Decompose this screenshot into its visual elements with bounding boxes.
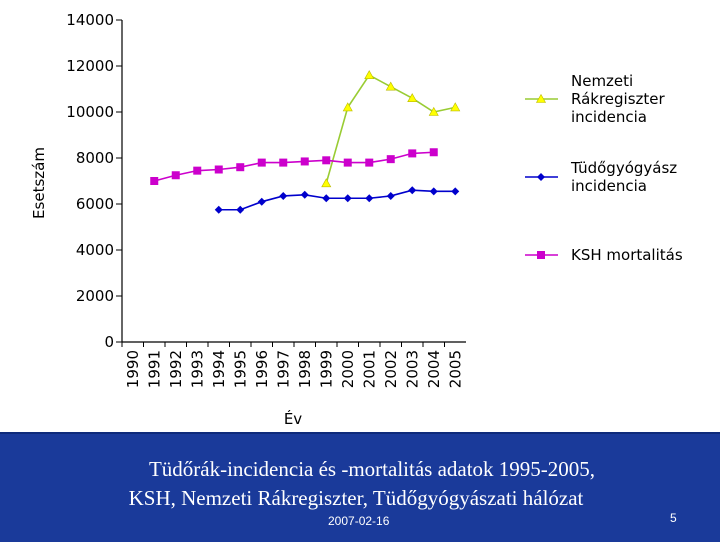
data-point xyxy=(172,171,180,179)
y-tick-label: 12000 xyxy=(66,57,114,75)
caption-line-1: Tüdőrák-incidencia és -mortalitás adatok 1995-2005, xyxy=(148,457,596,481)
y-tick-label: 2000 xyxy=(75,287,114,305)
x-tick-label: 1994 xyxy=(209,350,228,389)
data-point xyxy=(387,192,395,200)
y-tick-label: 8000 xyxy=(75,149,114,167)
data-point xyxy=(322,194,330,202)
data-point xyxy=(365,71,374,79)
data-point xyxy=(430,148,438,156)
x-tick-label: 2004 xyxy=(424,350,443,389)
series-line xyxy=(219,190,456,210)
data-point xyxy=(215,206,223,214)
slide-date: 2007-02-16 xyxy=(328,514,390,528)
y-tick-label: 0 xyxy=(104,333,114,351)
data-point xyxy=(193,167,201,175)
data-point xyxy=(344,194,352,202)
legend-label: KSH mortalitás xyxy=(571,246,683,264)
legend-label: Tüdőgyógyász xyxy=(571,159,678,177)
data-point xyxy=(279,192,287,200)
data-point xyxy=(365,159,373,167)
x-axis-title: Év xyxy=(283,410,303,428)
x-tick-label: 1992 xyxy=(166,350,185,389)
x-tick-label: 1993 xyxy=(188,350,207,389)
legend-item-2 xyxy=(525,246,683,264)
x-tick-label: 1995 xyxy=(231,350,250,389)
legend-label: incidencia xyxy=(571,177,647,195)
series-line xyxy=(326,75,455,183)
data-point xyxy=(408,94,417,102)
legend-label: Nemzeti xyxy=(571,72,634,90)
data-point xyxy=(365,194,373,202)
legend-item-0 xyxy=(525,72,666,126)
data-point xyxy=(279,159,287,167)
x-tick-label: 1991 xyxy=(145,350,164,389)
data-point xyxy=(451,103,460,111)
data-point xyxy=(430,187,438,195)
data-point xyxy=(258,159,266,167)
data-point xyxy=(301,157,309,165)
x-tick-label: 2000 xyxy=(338,350,357,389)
data-point xyxy=(322,179,331,187)
data-point xyxy=(322,156,330,164)
y-tick-label: 10000 xyxy=(66,103,114,121)
data-point xyxy=(386,82,395,90)
data-point xyxy=(387,155,395,163)
data-point xyxy=(408,186,416,194)
x-tick-label: 2005 xyxy=(446,350,465,389)
series-layer xyxy=(150,71,460,214)
data-point xyxy=(451,187,459,195)
data-point xyxy=(301,191,309,199)
x-tick-label: 2002 xyxy=(381,350,400,389)
page-number: 5 xyxy=(670,511,677,525)
series-2 xyxy=(150,148,438,185)
x-tick-label: 1996 xyxy=(252,350,271,389)
y-tick-label: 14000 xyxy=(66,11,114,29)
legend-label: Rákregiszter xyxy=(571,90,665,108)
x-tick-label: 1990 xyxy=(123,350,142,389)
y-axis-title: Esetszám xyxy=(30,147,48,219)
x-tick-label: 1999 xyxy=(317,350,336,389)
y-tick-label: 6000 xyxy=(75,195,114,213)
y-axis-ticks xyxy=(66,11,122,351)
legend-item-1 xyxy=(525,159,677,195)
x-tick-label: 1997 xyxy=(274,350,293,389)
legend-marker xyxy=(537,251,545,259)
data-point xyxy=(344,159,352,167)
x-axis-ticks xyxy=(122,342,464,388)
data-point xyxy=(408,149,416,157)
caption-line-2: KSH, Nemzeti Rákregiszter, Tüdőgyógyászati hálózat xyxy=(128,486,584,510)
legend-label: incidencia xyxy=(571,108,647,126)
y-tick-label: 4000 xyxy=(75,241,114,259)
data-point xyxy=(258,198,266,206)
series-0 xyxy=(322,71,460,187)
series-1 xyxy=(215,186,460,214)
chart-legend xyxy=(525,72,683,264)
legend-marker xyxy=(537,173,545,181)
data-point xyxy=(236,206,244,214)
data-point xyxy=(236,163,244,171)
x-tick-label: 1998 xyxy=(295,350,314,389)
data-point xyxy=(150,177,158,185)
chart-axes xyxy=(122,20,466,342)
x-tick-label: 2003 xyxy=(403,350,422,389)
x-tick-label: 2001 xyxy=(360,350,379,389)
data-point xyxy=(215,166,223,174)
